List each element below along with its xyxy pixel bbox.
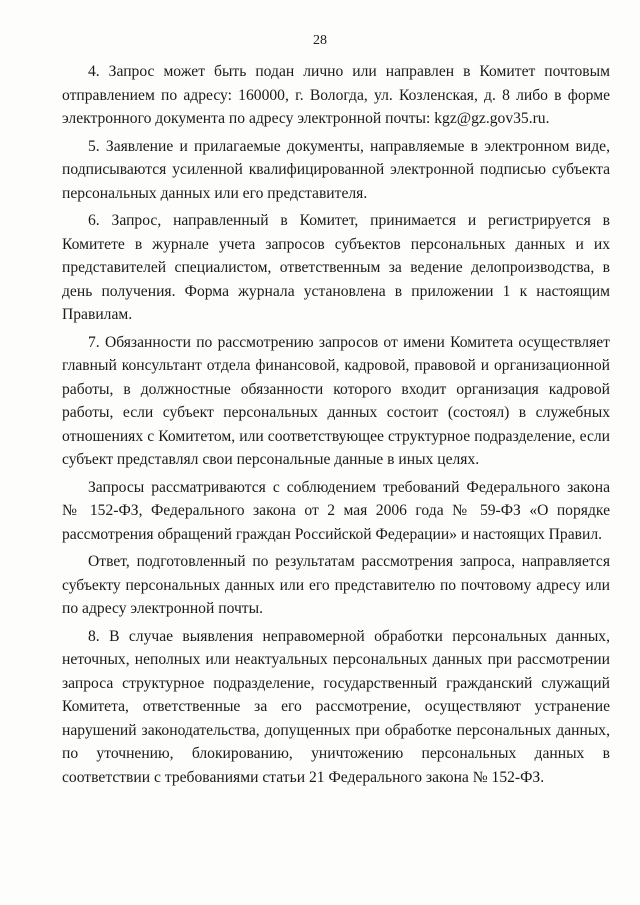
paragraph-7-answer: Ответ, подготовленный по результатам рассмотрения запроса, направляется субъекту персональных данных или его представителю по почтовому адресу или по адресу электронной почты.: [62, 553, 610, 617]
paragraph-6: 6. Запрос, направленный в Комитет, принимается и регистрируется в Комитете в журнале учета запросов субъектов персональных данных и их представителей специалистом, ответственным за ведение делопроизводства, в день получения. Форма журнала установлена в приложении 1 к настоящим Правилам.: [62, 212, 610, 323]
paragraph-7-requests: Запросы рассматриваются с соблюдением требований Федерального закона № 152-ФЗ, Федерального закона от 2 мая 2006 года № 59-ФЗ «О порядке рассмотрения обращений граждан Российской Федерации» и настоящих Правил.: [62, 478, 610, 543]
paragraph-7: 7. Обязанности по рассмотрению запросов от имени Комитета осуществляет главный консультант отдела финансовой, кадровой, правовой и организационной работы, в должностные обязанности которого входит организация кадровой работы, если субъект персональных данных состоит (состоял) в служебных отношениях с Комитетом, или соответствующее структурное подразделение, если субъект представлял свои персональные данные в иных целях.: [62, 333, 610, 468]
paragraph-4: 4. Запрос может быть подан лично или направлен в Комитет почтовым отправлением по адресу: 160000, г. Вологда, ул. Козленская, д. 8 либо в форме электронного документа по адресу электронной почты: kgz@gz.gov35.ru.: [62, 63, 610, 127]
paragraph-8: 8. В случае выявления неправомерной обработки персональных данных, неточных, неполных или неактуальных персональных данных при рассмотрении запроса структурное подразделение, государственный гражданский служащий Комитета, ответственные за его рассмотрение, осуществляют устранение нарушений законодательства, допущенных при обработке персональных данных, по уточнению, блокированию, уничтожению персональных данных в соответствии с требованиями статьи 21 Федерального закона № 152-ФЗ.: [62, 627, 610, 786]
page-number: 28: [313, 33, 327, 48]
document-body: [62, 60, 610, 793]
paragraph-5: 5. Заявление и прилагаемые документы, направляемые в электронном виде, подписываются усиленной квалифицированной электронной подписью субъекта персональных данных или его представителя.: [62, 137, 610, 202]
